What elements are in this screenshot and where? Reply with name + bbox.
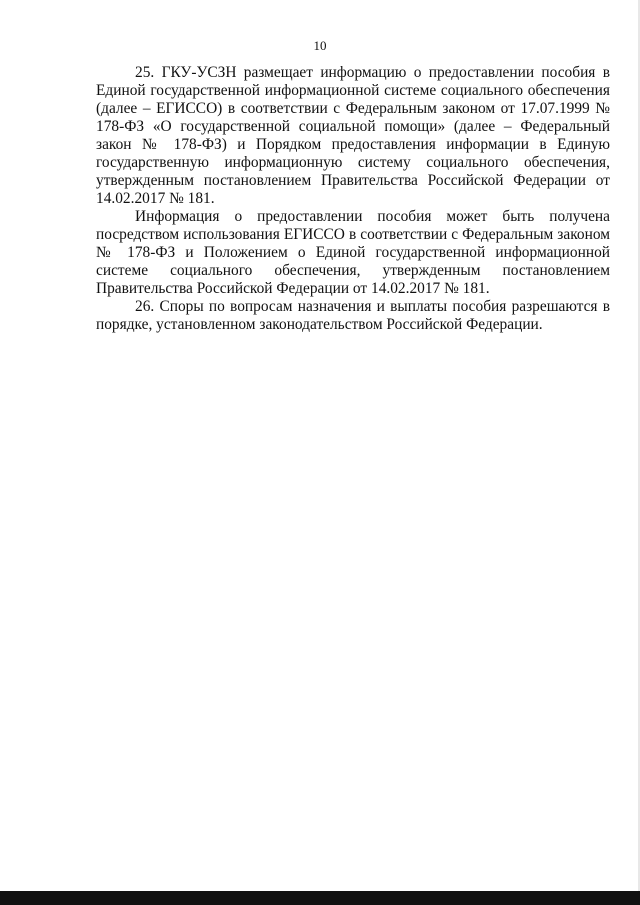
paragraph-egisso-info: Информация о предоставлении пособия может быть получена посредством использования ЕГИССО в соответствии с Федеральным законом № 178-ФЗ и Положением о Единой государственной информационной системе социального обеспечения, утвержденным постановлением Правительства Российской Федерации от 14.02.2017 № 181. xyxy=(96,208,610,297)
page-number: 10 xyxy=(313,38,327,53)
paragraph-25: 25. ГКУ-УСЗН размещает информацию о предоставлении пособия в Единой государственной информационной системе социального обеспечения (далее – ЕГИССО) в соответствии с Федеральным законом от 17.07.1999 № 178-ФЗ «О государственной социальной помощи» (далее – Федеральный закон № 178-ФЗ) и Порядком предоставления информации в Единую государственную информационную систему социального обеспечения, утвержденным постановлением Правительства Российской Федерации от 14.02.2017 № 181. xyxy=(96,64,610,207)
document-body xyxy=(96,64,610,334)
paragraph-26: 26. Споры по вопросам назначения и выплаты пособия разрешаются в порядке, установленном законодательством Российской Федерации. xyxy=(96,298,610,333)
scan-bottom-edge xyxy=(0,891,640,905)
